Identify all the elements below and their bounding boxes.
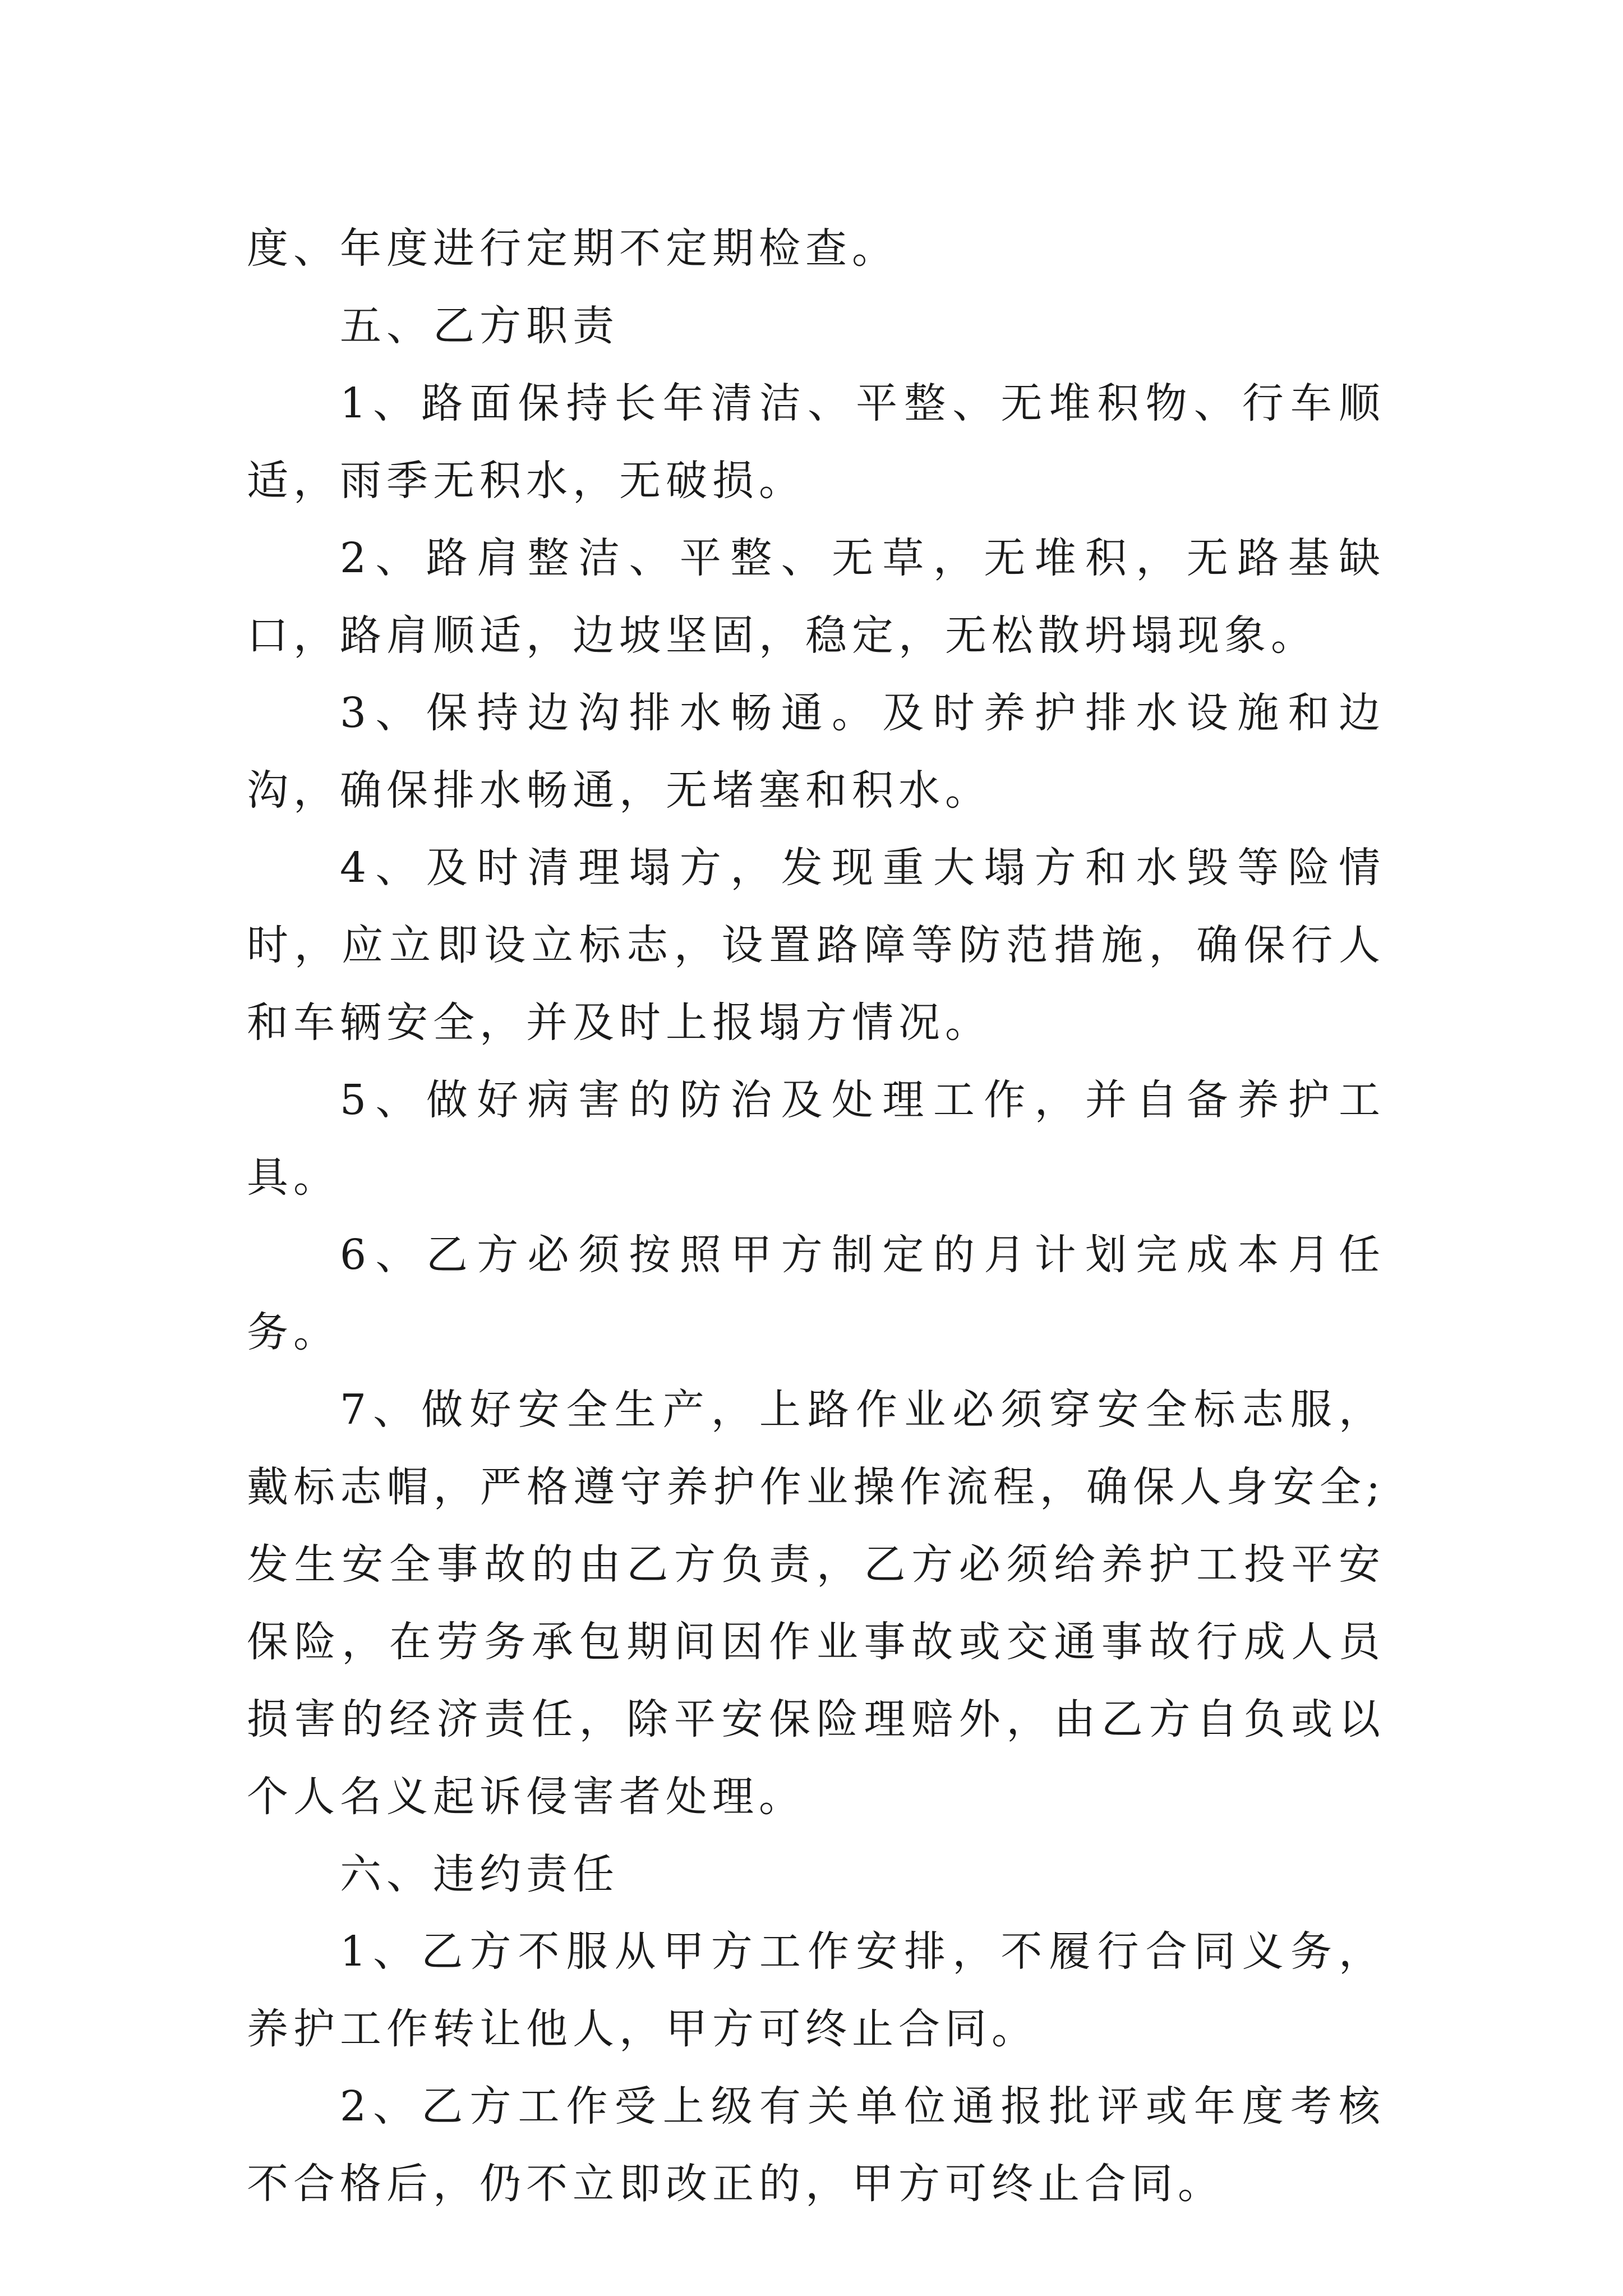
clause-landslide-cleanup: 4、及时清理塌方，发现重大塌方和水毁等险情时，应立即设立标志，设置路障等防范措施，确保行人和车辆安全，并及时上报塌方情况。 — [247, 844, 1385, 1047]
clause-drainage: 3、保持边沟排水畅通。及时养护排水设施和边沟，确保排水畅通，无堵塞和积水。 — [247, 689, 1385, 815]
clause-road-surface: 1、路面保持长年清洁、平整、无堆积物、行车顺适，雨季无积水，无破损。 — [247, 379, 1385, 505]
clause-monthly-plan: 6、乙方必须按照甲方制定的月计划完成本月任务。 — [247, 1231, 1385, 1356]
clause-road-shoulder: 2、路肩整洁、平整、无草，无堆积，无路基缺口，路肩顺适，边坡坚固，稳定，无松散坍塌现象。 — [247, 534, 1385, 660]
clause-breach-disobedience: 1、乙方不服从甲方工作安排，不履行合同义务，养护工作转让他人，甲方可终止合同。 — [247, 1927, 1385, 2053]
document-body — [247, 210, 1385, 2223]
section-heading-breach-liability: 六、违约责任 — [340, 1850, 619, 1898]
section-heading-party-b-duties: 五、乙方职责 — [340, 302, 619, 350]
clause-breach-criticism: 2、乙方工作受上级有关单位通报批评或年度考核不合格后，仍不立即改正的，甲方可终止合同。 — [247, 2082, 1385, 2208]
paragraph-inspection-continuation: 度、年度进行定期不定期检查。 — [247, 224, 898, 273]
clause-disease-treatment: 5、做好病害的防治及处理工作，并自备养护工具。 — [247, 1076, 1385, 1202]
clause-safety-production: 7、做好安全生产，上路作业必须穿安全标志服，戴标志帽，严格遵守养护作业操作流程，确保人身安全;发生安全事故的由乙方负责，乙方必须给养护工投平安保险，在劳务承包期间因作业事故或交通事故行成人员损害的经济责任，除平安保险理赔外，由乙方自负或以个人名义起诉侵害者处理。 — [247, 1386, 1385, 1821]
